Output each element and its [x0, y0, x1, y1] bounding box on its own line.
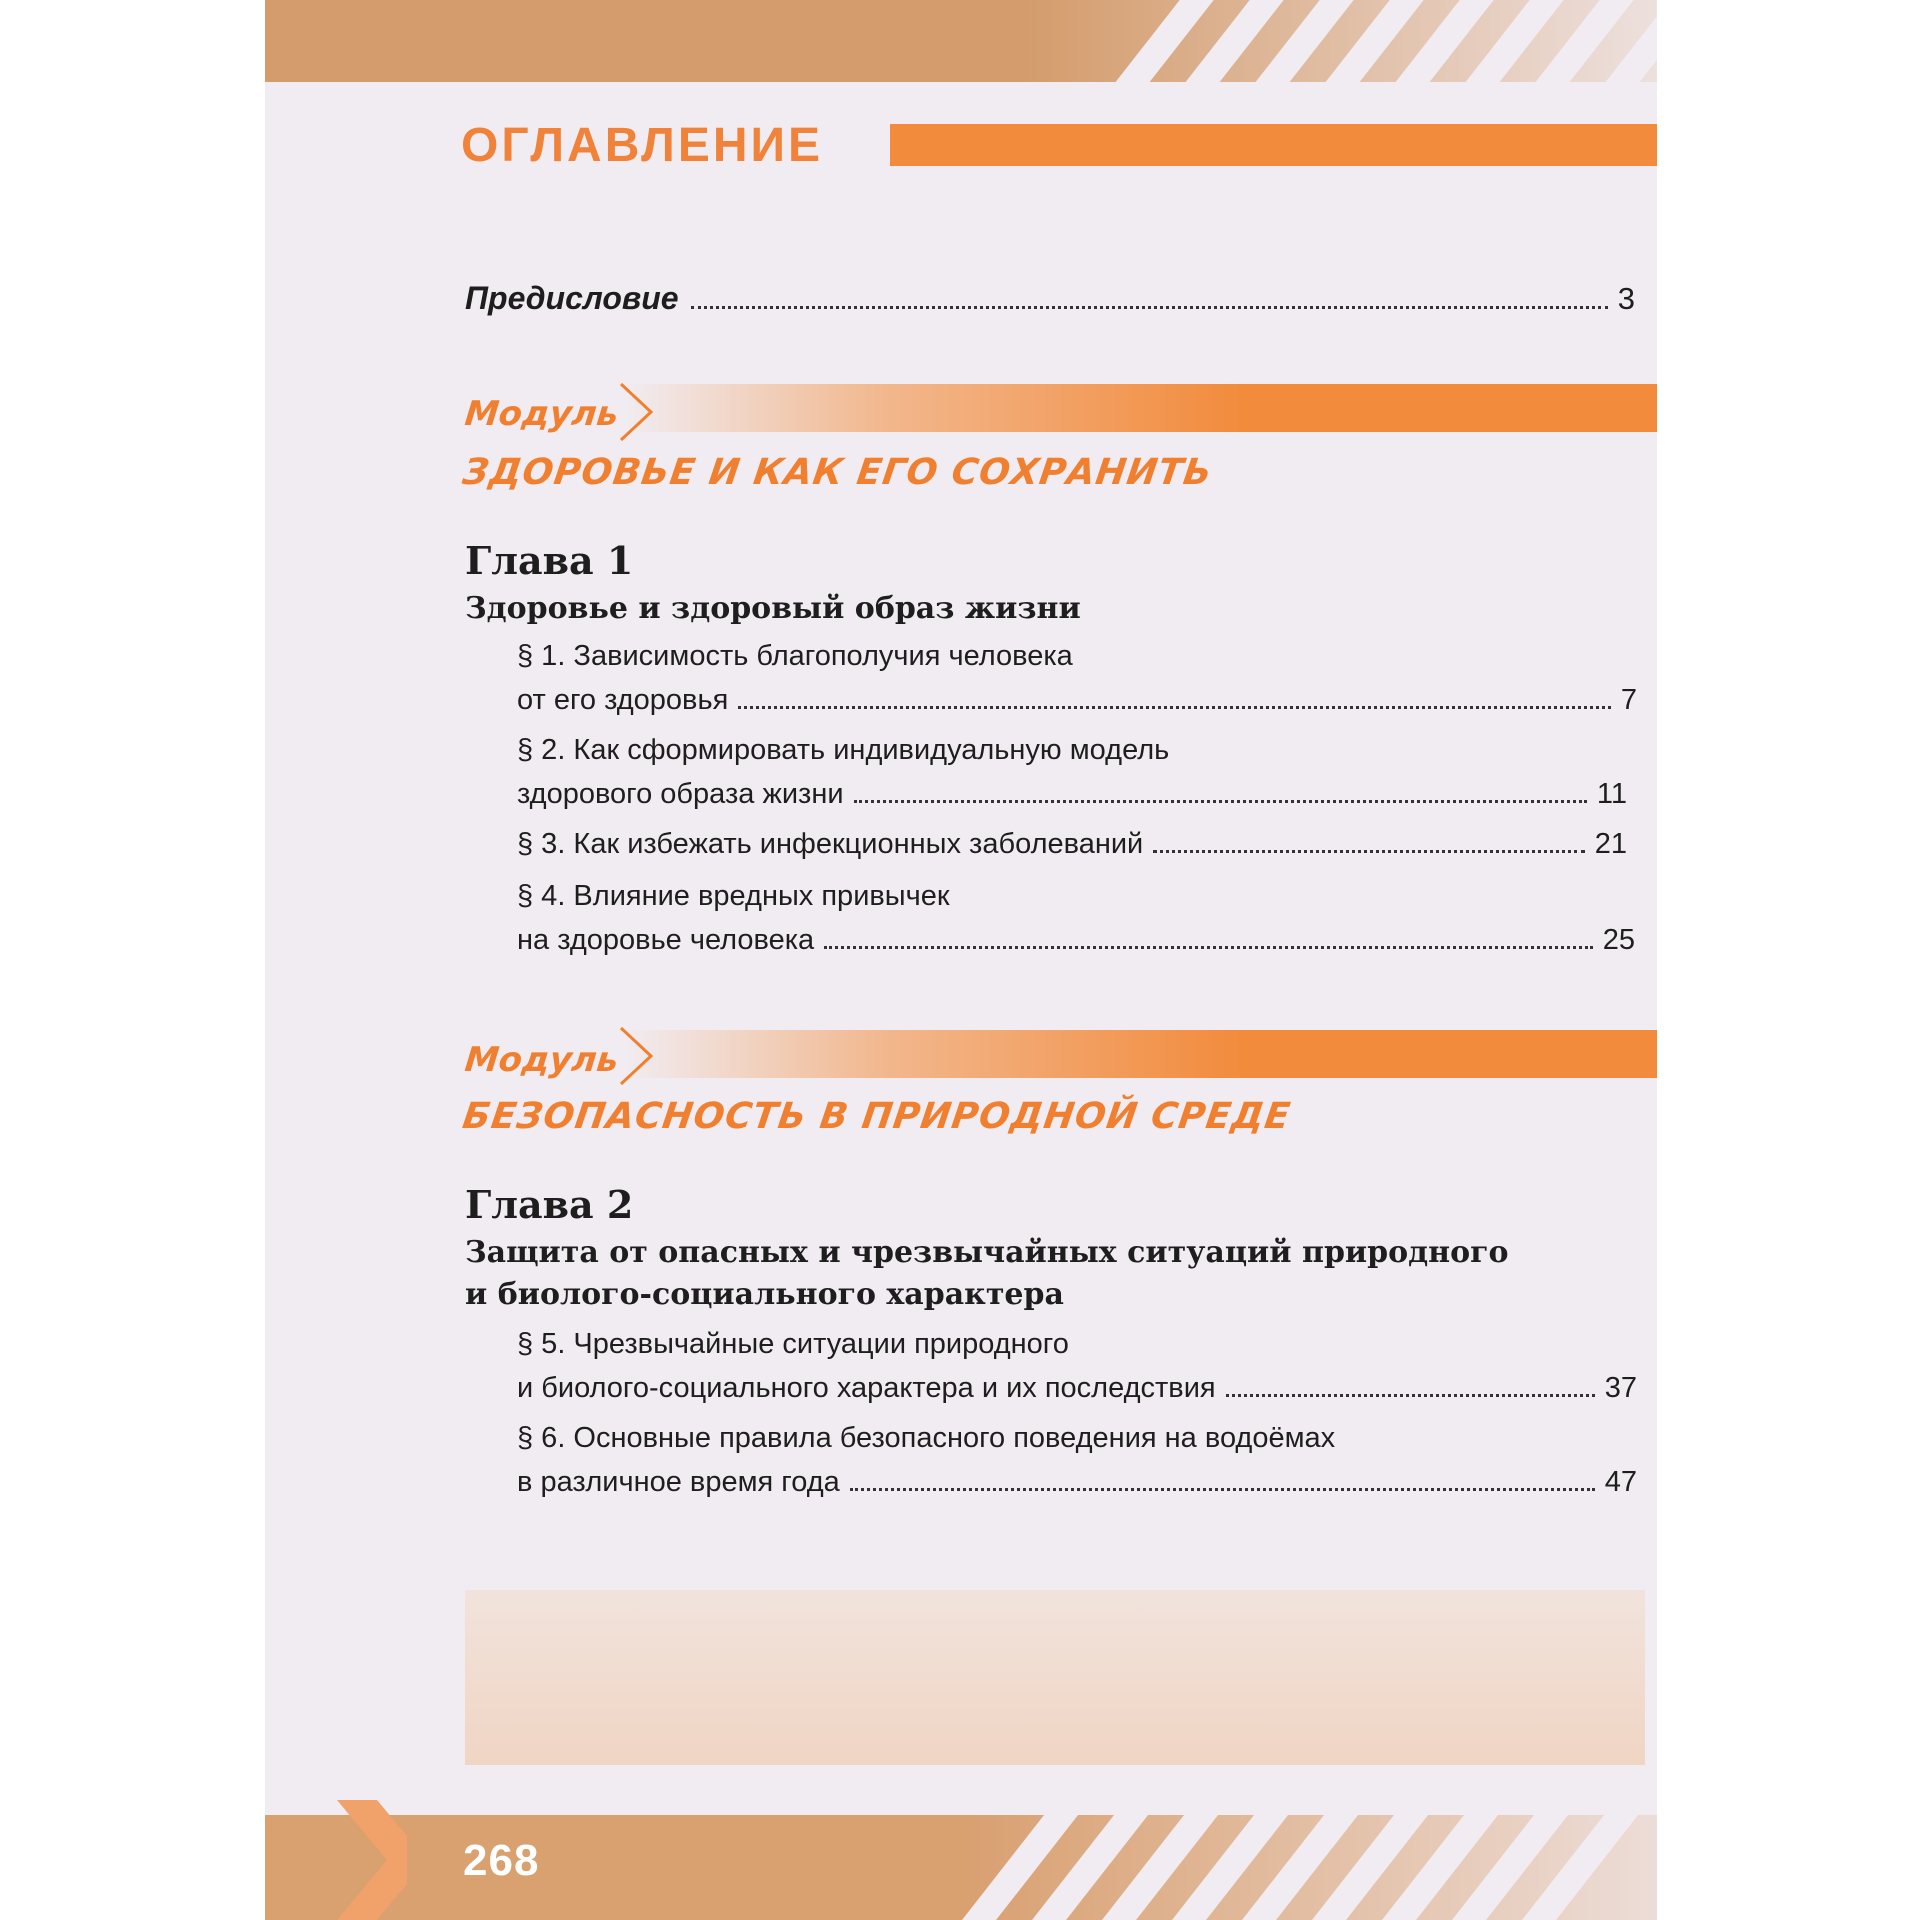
- page-number: 268: [463, 1836, 540, 1885]
- module-title: БЕЗОПАСНОСТЬ В ПРИРОДНОЙ СРЕДЕ: [460, 1096, 1294, 1137]
- toc-item[interactable]: [517, 822, 1627, 866]
- module-accent-bar: [625, 1030, 1657, 1078]
- chapter-title: Здоровье и здоровый образ жизни: [465, 591, 1081, 626]
- leader-dots: [854, 799, 1587, 803]
- chapter-title: и биолого-социального характера: [465, 1277, 1064, 1312]
- item-text: § 4. Влияние вредных привычек: [517, 880, 950, 912]
- module-chevron-icon: [617, 1024, 657, 1088]
- book-page: [265, 0, 1657, 1920]
- module-title: ЗДОРОВЬЕ И КАК ЕГО СОХРАНИТЬ: [460, 452, 1215, 493]
- item-text: § 5. Чрезвычайные ситуации природного: [517, 1328, 1069, 1360]
- preface-label: Предисловие: [465, 280, 679, 316]
- faint-tinted-panel: [465, 1590, 1645, 1765]
- leader-dots: [738, 705, 1611, 709]
- item-text: в различное время года: [517, 1466, 840, 1498]
- toc-item[interactable]: [517, 634, 1637, 722]
- page-title: ОГЛАВЛЕНИЕ: [461, 119, 824, 172]
- leader-dots: [850, 1487, 1595, 1491]
- toc-item[interactable]: [517, 728, 1627, 816]
- leader-dots: [824, 945, 1593, 949]
- item-text: § 3. Как избежать инфекционных заболеваний: [517, 828, 1144, 860]
- item-page: 11: [1596, 778, 1627, 810]
- page-chevron-icon: [337, 1800, 407, 1920]
- item-text: § 6. Основные правила безопасного поведения на водоёмах: [517, 1422, 1336, 1454]
- preface-page: 3: [1617, 281, 1635, 316]
- item-text: и биолого-социального характера и их последствия: [517, 1372, 1216, 1404]
- toc-item[interactable]: [517, 1416, 1637, 1504]
- item-page: 21: [1594, 828, 1627, 860]
- item-page: 37: [1604, 1372, 1637, 1404]
- module-chevron-icon: [617, 380, 657, 444]
- leader-dots: [691, 305, 1608, 309]
- item-text: от его здоровья: [517, 684, 729, 716]
- title-accent-bar: [890, 124, 1657, 166]
- module-accent-bar: [625, 384, 1657, 432]
- chapter-title: Защита от опасных и чрезвычайных ситуаций природного: [465, 1235, 1509, 1270]
- preface-entry[interactable]: [465, 280, 1635, 326]
- item-text: § 2. Как сформировать индивидуальную модель: [517, 734, 1170, 766]
- item-text: § 1. Зависимость благополучия человека: [517, 640, 1073, 672]
- leader-dots: [1226, 1393, 1595, 1397]
- item-page: 25: [1602, 924, 1635, 956]
- item-text: на здоровье человека: [517, 924, 815, 956]
- module-label: Модуль: [462, 394, 621, 434]
- module-label: Модуль: [462, 1040, 621, 1080]
- item-page: 7: [1620, 684, 1637, 716]
- item-text: здорового образа жизни: [517, 778, 844, 810]
- chapter-number: Глава 1: [465, 538, 634, 583]
- leader-dots: [1153, 849, 1584, 853]
- top-decorative-band: [265, 0, 1657, 82]
- item-page: 47: [1604, 1466, 1637, 1498]
- chapter-number: Глава 2: [465, 1182, 634, 1227]
- toc-item[interactable]: [517, 1322, 1637, 1410]
- toc-item[interactable]: [517, 874, 1635, 962]
